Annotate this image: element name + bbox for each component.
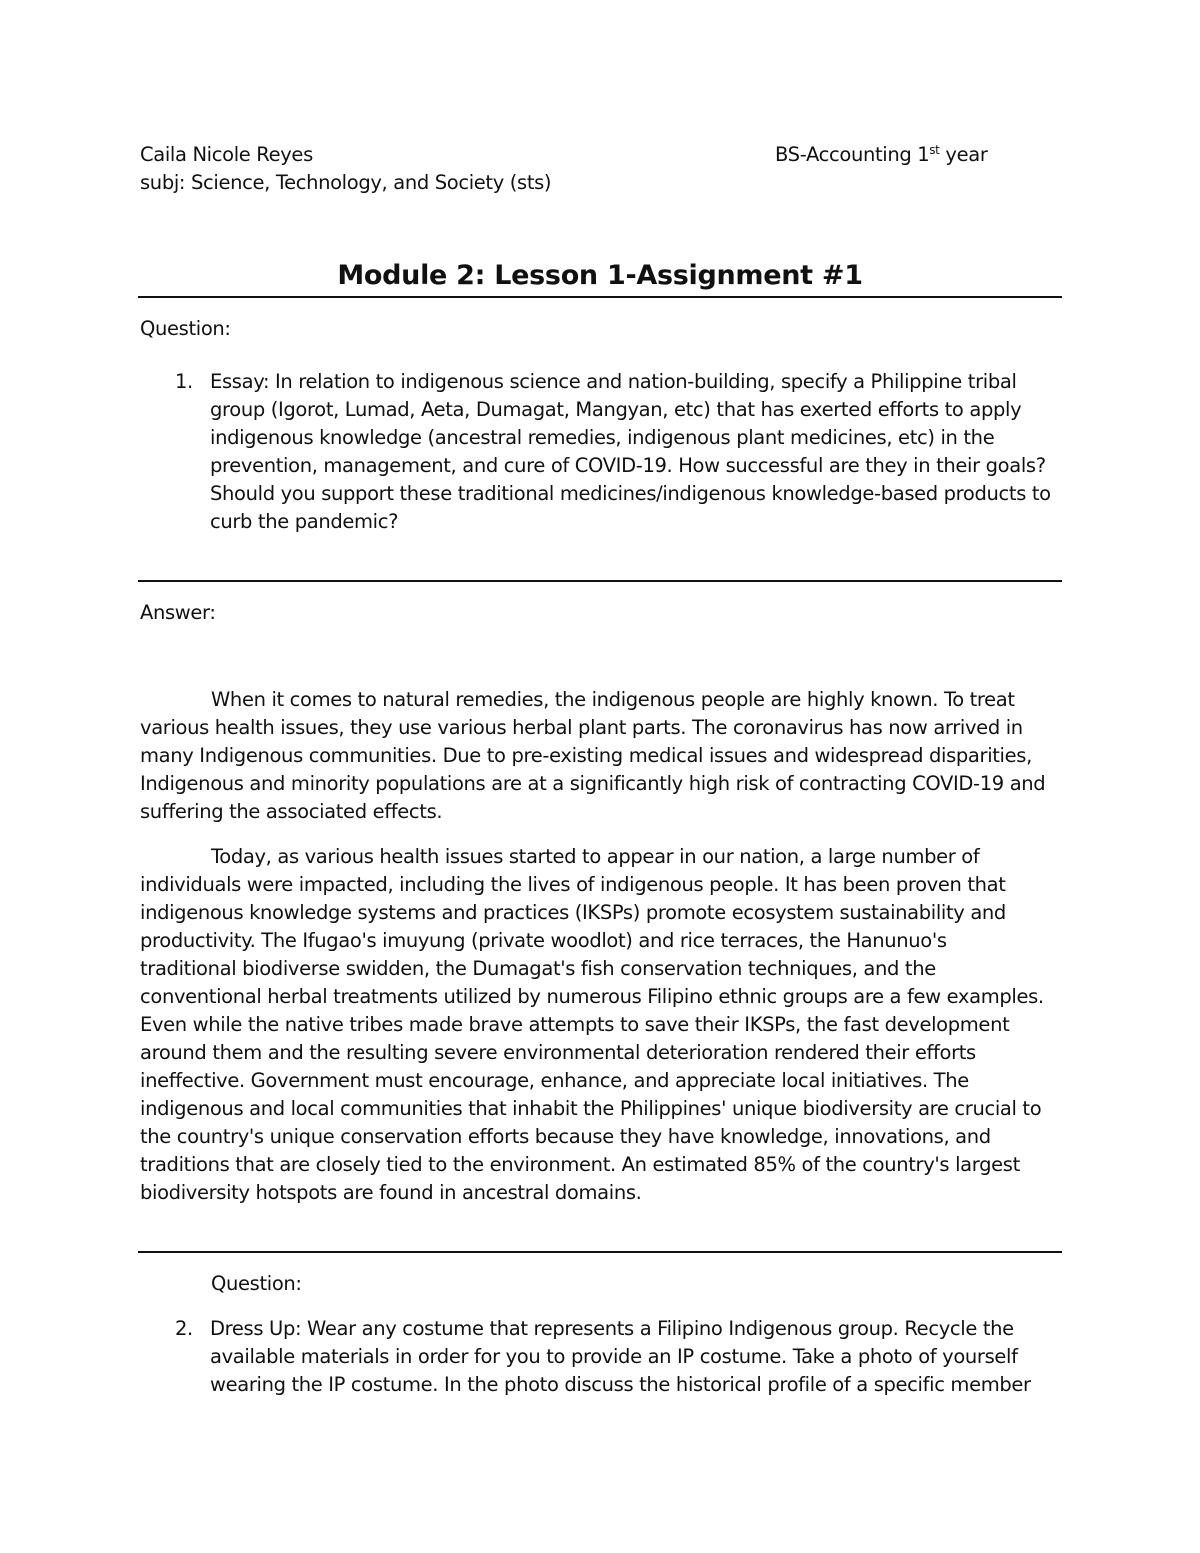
question1-divider [138,580,1062,582]
answer-line: many Indigenous communities. Due to pre-existing medical issues and widespread disparities, [140,744,1032,767]
question1-label: Question: [140,317,231,340]
answer-line: ineffective. Government must encourage, enhance, and appreciate local initiatives. The [140,1069,969,1092]
answer-line: conventional herbal treatments utilized by numerous Filipino ethnic groups are a few examples. [140,985,1044,1008]
question1-line: curb the pandemic? [210,510,399,533]
answer-line: various health issues, they use various herbal plant parts. The coronavirus has now arrived in [140,716,1023,739]
question1-line: indigenous knowledge (ancestral remedies, indigenous plant medicines, etc) in the [210,426,995,449]
answer-line: suffering the associated effects. [140,800,443,823]
question1-line: prevention, management, and cure of COVID-19. How successful are they in their goals? [210,454,1046,477]
answer-line: traditional biodiverse swidden, the Dumagat's fish conservation techniques, and the [140,957,936,980]
question2-number: 2. [175,1317,193,1340]
answer-line: the country's unique conservation efforts because they have knowledge, innovations, and [140,1125,991,1148]
question2-line: wearing the IP costume. In the photo discuss the historical profile of a specific member [210,1373,1031,1396]
answer-paragraph-2 [140,843,1080,1207]
answer-line: indigenous knowledge systems and practices (IKSPs) promote ecosystem sustainability and [140,901,1006,924]
program-suffix: year [939,143,988,166]
program-year [775,141,987,169]
answer-line: Today, as various health issues started to appear in our nation, a large number of [211,845,980,868]
program-ordinal-superscript: st [929,143,940,157]
answer-line: traditions that are closely tied to the environment. An estimated 85% of the country's largest [140,1153,1020,1176]
question1-line: Essay: In relation to indigenous science and nation-building, specify a Philippine tribal [210,370,1017,393]
answer-line: biodiversity hotspots are found in ancestral domains. [140,1181,642,1204]
answer-line: Indigenous and minority populations are at a significantly high risk of contracting COVID-19 and [140,772,1046,795]
question1-number: 1. [175,370,193,393]
answer-line: When it comes to natural remedies, the indigenous people are highly known. To treat [211,688,1015,711]
answer-paragraph-1 [140,686,1080,826]
answer-line: individuals were impacted, including the lives of indigenous people. It has been proven that [140,873,1006,896]
answer-label: Answer: [140,601,216,624]
answer-line: around them and the resulting severe environmental deterioration rendered their efforts [140,1041,976,1064]
answer-line: productivity. The Ifugao's imuyung (private woodlot) and rice terraces, the Hanunuo's [140,929,947,952]
student-name: Caila Nicole Reyes [140,143,313,166]
question2-label: Question: [211,1272,302,1295]
subject-line: subj: Science, Technology, and Society (sts) [140,171,552,194]
document-title: Module 2: Lesson 1-Assignment #1 [337,260,863,291]
answer-line: Even while the native tribes made brave attempts to save their IKSPs, the fast development [140,1013,1010,1036]
program-prefix: BS-Accounting 1 [775,143,930,166]
answer-divider [138,1251,1062,1253]
question1-line: Should you support these traditional medicines/indigenous knowledge-based products to [210,482,1051,505]
answer-line: indigenous and local communities that inhabit the Philippines' unique biodiversity are crucial to [140,1097,1042,1120]
question2-line: Dress Up: Wear any costume that represents a Filipino Indigenous group. Recycle the [210,1317,1014,1340]
question1-text [210,368,1080,536]
question2-line: available materials in order for you to provide an IP costume. Take a photo of yourself [210,1345,1018,1368]
question2-text [210,1315,1080,1399]
question1-line: group (Igorot, Lumad, Aeta, Dumagat, Mangyan, etc) that has exerted efforts to apply [210,398,1022,421]
title-divider [138,296,1062,298]
